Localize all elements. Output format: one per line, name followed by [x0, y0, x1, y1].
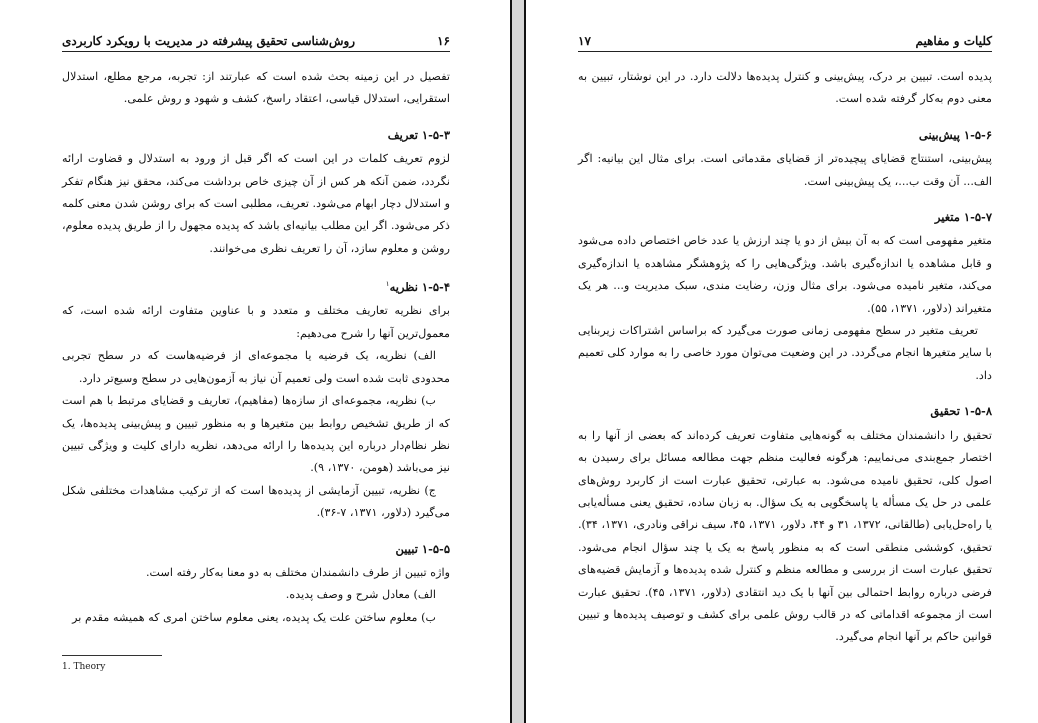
right-body	[578, 66, 992, 649]
heading-theory	[62, 273, 450, 298]
right-header-title: کلیات و مفاهیم	[915, 34, 992, 48]
theory-item-a: الف) نظریه، یک فرضیه یا مجموعه‌ای از فرضیه‌هاست که در سطح تجربی محدودی ثابت شده است ولی تعمیم آن نیاز به آزمون‌هایی در سطح وسیع‌تر دارد.	[62, 349, 450, 385]
right-page-number: ۱۷	[578, 34, 591, 48]
heading-explanation: ۱-۵-۵ تبیین	[395, 541, 450, 556]
heading-definition: ۱-۵-۳ تعریف	[387, 127, 450, 142]
variable-paragraph-1: متغیر مفهومی است که به آن بیش از دو یا چند ارزش یا عدد خاص اختصاص داده می‌شود و قابل مشاهده یا اندازه‌گیری باشد. ویژگی‌هایی را که پژوهشگر مشاهده یا اندازه‌گیری می‌کند، متغیر نامیده می‌شود. برای مثال وزن، رضایت مندی، سبک مدیریت و... هر یک متغیراند (دلاور، ۱۳۷۱، ۵۵).	[578, 234, 992, 315]
heading-variable: ۱-۵-۷ متغیر	[934, 210, 992, 225]
right-page	[526, 0, 1038, 723]
explanation-item-b: ب) معلوم ساختن علت یک پدیده، یعنی معلوم ساختن امری که همیشه مقدم بر	[72, 610, 436, 624]
left-page	[0, 0, 510, 723]
footnote-text: 1. Theory	[62, 662, 106, 672]
left-header-title: روش‌شناسی تحقیق پیشرفته در مدیریت با رویکرد کاربردی	[62, 34, 356, 48]
explanation-intro: واژه تبیین از طرف دانشمندان مختلف به دو معنا به‌کار رفته است.	[145, 565, 450, 579]
left-body	[62, 66, 450, 629]
left-running-header	[62, 30, 450, 52]
heading-research: ۱-۵-۸ تحقیق	[930, 404, 992, 419]
book-spine	[510, 0, 526, 723]
right-running-header	[578, 30, 992, 52]
definition-paragraph: لزوم تعریف کلمات در این است که اگر قبل از ورود به استدلال و قضاوت ارائه نگردد، ضمن آنکه هر کس از آن چیزی خاص برداشت می‌کند، محقق نیز هنگام تفکر و استدلال دچار ابهام می‌شود. تعریف، مطلبی است که برای روشن شدن معنی کلمه ذکر می‌شود. اگر این مطلب بیانیه‌ای باشد که پدیده مجهول را از طریق پدیده معلوم، روشن و معلوم سازد، آن را تعریف نظری می‌خوانند.	[62, 152, 450, 255]
left-page-number: ۱۶	[437, 34, 450, 48]
variable-paragraph-2: تعریف متغیر در سطح مفهومی زمانی صورت می‌گیرد که براساس اشتراکات زیربنایی با سایر متغیرها انجام می‌گردد. در این وضعیت می‌توان مورد خاصی را به موارد کلی تعمیم داد.	[578, 324, 992, 382]
footnote-divider	[62, 655, 162, 656]
theory-item-c: ج) نظریه، تبیین آزمایشی از پدیده‌ها است که از ترکیب مشاهدات مختلفی شکل می‌گیرد (دلاور، ۱۳۷۱، ۷-۳۶).	[62, 483, 450, 520]
heading-theory-text: ۱-۵-۴ نظریه	[389, 280, 450, 295]
heading-prediction: ۱-۵-۶ پیش‌بینی	[918, 127, 992, 142]
research-paragraph: تحقیق را دانشمندان مختلف به گونه‌هایی متفاوت تعریف کرده‌اند که بعضی از آنها را به اختصار جمع‌بندی می‌نماییم: هرگونه فعالیت منظم جهت مطالعه مسائل برای رسیدن به اصول کلی، تحقیق نامیده می‌شود. به عبارتی، تحقیق عبارت است از کاربرد روش‌های علمی در حل یک مسأله یا پاسخگویی به یک سؤال. به زبان ساده، تحقیق یعنی مسأله‌یابی یا راه‌حل‌یابی (طالقانی، ۱۳۷۲، ۳۱ و ۴۴، دلاور، ۱۳۷۱، ۴۵، سیف نراقی ونادری، ۱۳۷۱، ۳۴). تحقیق، کوششی منطقی است که به منظور پاسخ به یک یا چند سؤال انجام می‌شود. تحقیق عبارت است از بررسی و مطالعه منظم و کنترل شده پدیده‌ها و آزمایش قضیه‌های فرضی درباره روابط احتمالی بین آنها با یک دید انتقادی (دلاور، ۱۳۷۱، ۴۵). تحقیق عبارت است از مجموعه اقداماتی که در قالب روش علمی برای کشف و توصیف پدیده‌ها و تبیین قوانین حاکم بر آنها انجام می‌گیرد.	[578, 428, 992, 644]
right-intro-paragraph: پدیده است. تبیین بر درک، پیش‌بینی و کنترل پدیده‌ها دلالت دارد. در این نوشتار، تبیین به معنی دوم به‌کار گرفته شده است.	[578, 70, 992, 106]
left-intro-paragraph: تفصیل در این زمینه بحث شده است که عبارتند از: تجربه، مرجع مطلع، استدلال استقرایی، استدلال قیاسی، اعتقاد راسخ، کشف و شهود و روش علمی.	[62, 70, 450, 106]
explanation-item-a: الف) معادل شرح و وصف پدیده.	[285, 588, 436, 602]
theory-intro-paragraph: برای نظریه تعاریف مختلف و متعدد و با عناوین متفاوت ارائه شده است، که معمول‌ترین آنها را شرح می‌دهیم:	[62, 304, 450, 340]
theory-item-b: ب) نظریه، مجموعه‌ای از سازه‌ها (مفاهیم)، تعاریف و قضایای مرتبط با هم است که از طریق تشخیص روابط بین متغیرها و به منظور تبیین و پیش‌بینی پدیده‌ها، یک نظر نظام‌دار درباره این پدیده‌ها را ارائه می‌دهد، نظریه دارای کلیت و ویژگی تبیین نیز می‌باشد (هومن، ۱۳۷۰، ۹).	[62, 394, 450, 475]
footnote-marker: ۱	[385, 280, 390, 289]
prediction-paragraph: پیش‌بینی، استنتاج قضایای پیچیده‌تر از قضایای مقدماتی است. برای مثال این بیانیه: اگر الف... آن وقت ب...، یک پیش‌بینی است.	[578, 152, 992, 188]
